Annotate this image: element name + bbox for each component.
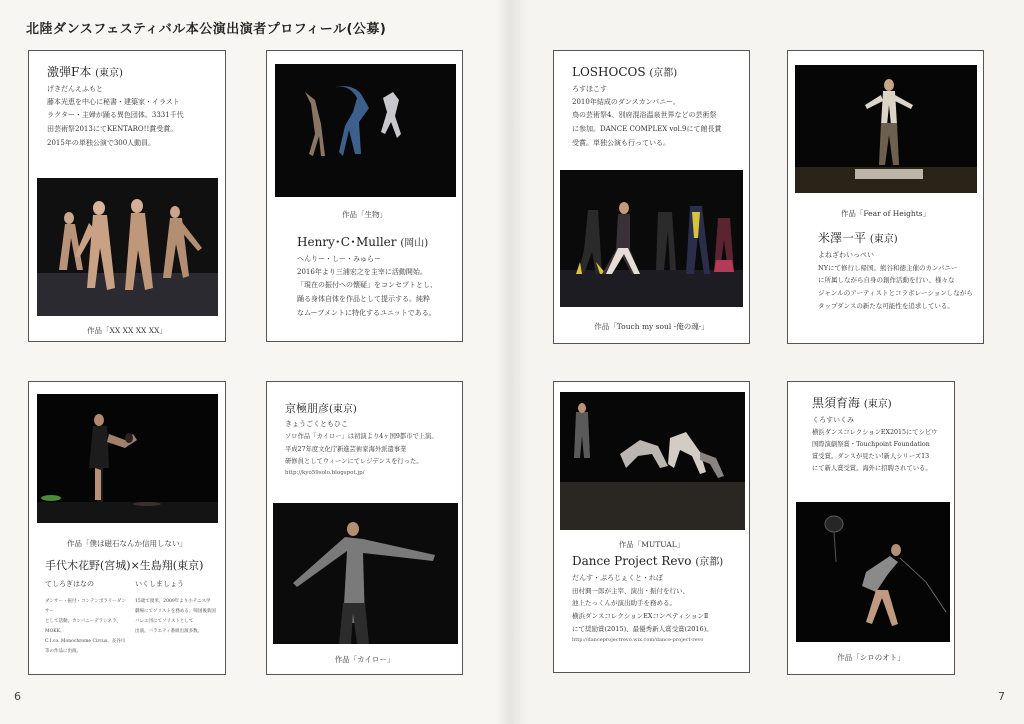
- performer-description: 横浜ダンスコレクションEX2015にてシビウ 国際演劇祭賞・Touchpoint Foundation 賞受賞。ダンスが見たい!新人シリーズ13 にて新人賞受賞。海外に招聘されている。: [812, 428, 938, 473]
- page-title: 北陸ダンスフェスティバル本公演出演者プロフィール(公募): [26, 22, 387, 37]
- performance-photo: [37, 394, 218, 523]
- performer-name: 激弾F本 (東京): [47, 65, 123, 79]
- performer-url: http://kyo59solo.blogspot.jp/: [285, 470, 365, 477]
- performer-description-left: ダンサー・振付・コンテンポラリーダンサー として活動。カンパニーデラシネラ、MOKK、 C.I.co.,Monochrome Circus、長谷川 等の作品に出演。: [45, 599, 126, 654]
- work-caption: 作品「MUTUAL」: [618, 540, 685, 549]
- performance-photo: [796, 502, 950, 642]
- performer-name: Henry･C･Muller (岡山): [297, 235, 429, 249]
- performer-name: 手代木花野(宮城)×生島翔(東京): [45, 559, 204, 572]
- profile-card-teshiroki: [28, 381, 226, 675]
- performer-reading: きょうごくともひこ: [285, 420, 348, 429]
- work-caption: 作品「Touch my soul -俺の魂-」: [594, 322, 709, 331]
- page-number-left: 6: [14, 690, 21, 703]
- performer-reading: くろすいくみ: [812, 415, 854, 424]
- performer-reading-left: てしろぎはなの: [45, 580, 94, 589]
- performer-description: 藤本光恵を中心に秘書・建築家・イラスト ラクター・主婦が踊る異色団体。3331千代 田芸術祭2013にてKENTARO!!賞受賞。 2015年の単独公演で300人動員。: [47, 97, 184, 147]
- profile-card-yonezawa: [787, 50, 984, 344]
- page-gutter: [496, 0, 528, 724]
- performer-reading: ろすほこす: [572, 84, 607, 93]
- profile-card-henry: [266, 50, 463, 342]
- performer-name: Dance Project Revo (京都): [572, 554, 724, 568]
- profile-card-loshocos: [553, 50, 750, 344]
- work-caption: 作品「Fear of Heights」: [840, 209, 931, 218]
- performance-photo: [795, 65, 977, 193]
- work-caption: 作品「シロのオト」: [837, 653, 905, 662]
- page-number-right: 7: [998, 690, 1005, 703]
- performer-name: 黒須育海 (東京): [812, 396, 892, 410]
- performer-reading: だんす・ぷろじぇくと・れぼ: [572, 573, 663, 582]
- profile-card-revo: [553, 381, 750, 673]
- performer-name: 米澤一平 (東京): [818, 231, 898, 245]
- work-caption: 作品「生物」: [342, 210, 387, 219]
- profile-card-kyogoku: [266, 381, 463, 675]
- performer-description: 田村興一郎が主宰、演出・振付を行い、 池上たっくんが演出助手を務める。 横浜ダンスコレクションEXコンペティションⅡ にて奨励賞(2015)、最優秀新人賞受賞(2016)。: [572, 586, 713, 633]
- performer-reading-right: いくしましょう: [135, 580, 184, 589]
- profile-card-gekidan: [28, 50, 226, 342]
- work-caption: 作品「XX XX XX XX」: [87, 326, 167, 335]
- performer-url: http://danceprojectrevo.wix.com/dance-project-revo: [572, 637, 704, 644]
- performer-description-right: 15歳で渡米。2009年より小テニス学 劇場にてソリストを務める。帰国後新国 バレエ団にてソリストとして 出演。バラエティ番組出演多数。: [135, 599, 216, 634]
- performance-photo: [273, 503, 458, 644]
- work-caption: 作品「カイロー」: [334, 655, 395, 664]
- performance-photo: [37, 178, 218, 316]
- profile-card-kurosu: [787, 381, 955, 675]
- performance-photo: [560, 392, 745, 530]
- performer-description: 2016年より三浦宏之を主宰に活動開始。 「現在の振付への懐疑」をコンセプトとし、 踊る身体自体を作品として提示する。純粋 なムーブメントに特化するユニットである。: [297, 267, 437, 317]
- performance-photo: [275, 64, 456, 197]
- performer-reading: へんりー・しー・みゅらー: [297, 254, 381, 263]
- performer-description: ソロ作品「カイロー」は初演より4ヶ国9都市で上演。 平成27年度文化庁新進芸術家海外派遣事業 研修員としてウィーンにてレジデンスを行った。: [285, 433, 438, 465]
- performer-reading: げきだんえふもと: [47, 84, 103, 93]
- work-caption: 作品「僕は磁石なんか信用しない」: [67, 539, 187, 548]
- performer-description: 2010年結成のダンスカンパニー。 鳥の芸術祭4、別府混浴温泉世界などの芸術祭 に参加。DANCE COMPLEX vol.9にて館長賞 受賞。単独公演も行っている。: [572, 97, 722, 147]
- performance-photo: [560, 170, 743, 307]
- performer-reading: よねざわいっぺい: [818, 250, 874, 259]
- performer-name: LOSHOCOS (京都): [572, 65, 678, 79]
- performer-description: NYにて修行し帰国。熊谷和徳主催のカンパニー に所属しながら自身の創作活動を行い、様々な ジャンルのアーティストとコラボレーションしながら タップダンスの新たな可能性を追求している。: [818, 263, 973, 310]
- performer-name: 京極朋彦(東京): [285, 402, 357, 415]
